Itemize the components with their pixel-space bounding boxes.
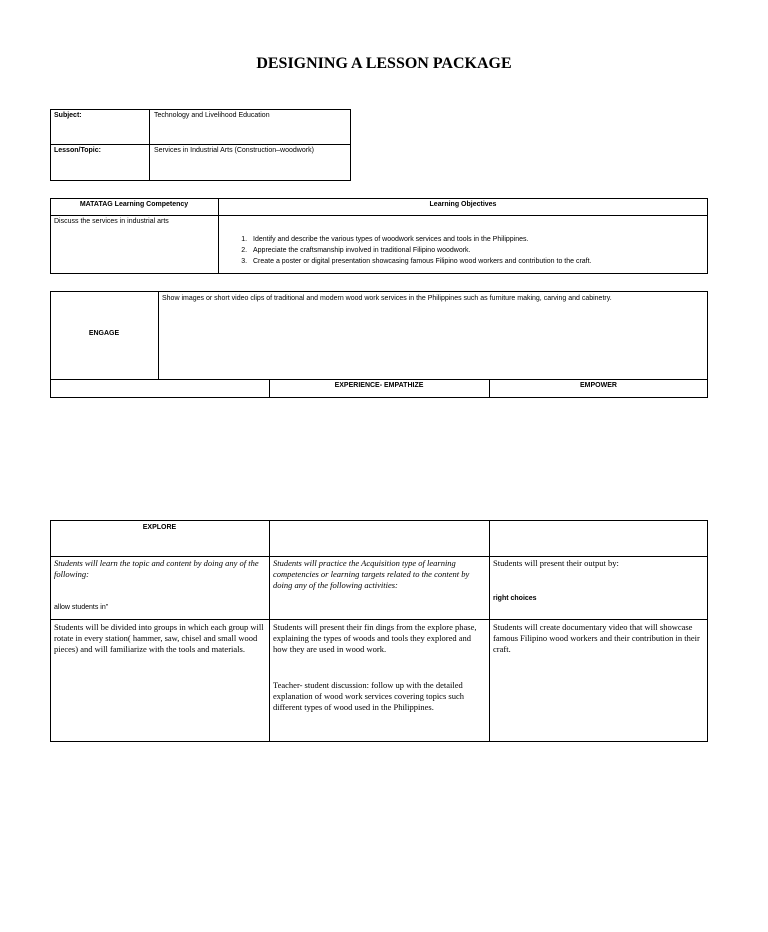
engage-text: Show images or short video clips of traditional and modern wood work services in the Philippines such as furniture making, carving and cabinetry. (162, 295, 612, 302)
table-divider (50, 379, 708, 380)
explore-col2-body-2: Teacher- student discussion: follow up with the detailed explanation of wood work services covering topics such different types of wood used in the Philippines. (273, 680, 464, 712)
engage-label: ENGAGE (88, 330, 120, 337)
explore-col3-body: Students will create documentary video that will showcase famous Filipino wood workers and their contribution in their craft. (493, 622, 700, 654)
explore-col1-note: allow students in” (54, 604, 109, 611)
explore-col1-body: Students will be divided into groups in which each group will rotate in every station( hammer, saw, chisel and small wood pieces) and will familiarize with the tools and materials. (54, 622, 264, 654)
table-divider (489, 520, 490, 742)
empower-header: EMPOWER (580, 382, 617, 389)
experience-empathize-header: EXPERIENCE- EMPATHIZE (334, 382, 424, 389)
table-divider (50, 215, 708, 216)
objectives-list (235, 234, 714, 267)
explore-header: EXPLORE (142, 524, 177, 531)
objectives-header: Learning Objectives (429, 201, 497, 208)
table-divider (50, 556, 708, 557)
table-divider (218, 198, 219, 274)
lesson-value: Services in Industrial Arts (Construction–woodwork) (154, 147, 314, 154)
table-divider (149, 109, 150, 181)
lesson-label: Lesson/Topic: (54, 147, 101, 154)
objective-item: 2. Appreciate the craftsmanship involved in traditional Filipino woodwork. (249, 245, 714, 256)
explore-col2-intro: Students will practice the Acquisition type of learning competencies or learning targets related to the content by doing any of the following activities: (273, 558, 470, 590)
explore-col3-intro: Students will present their output by: (493, 558, 619, 568)
competency-header: MATATAG Learning Competency (79, 201, 189, 208)
objective-item: 3. Create a poster or digital presentation showcasing famous Filipino wood workers and contribution to the craft. (249, 256, 714, 267)
objective-item: 1. Identify and describe the various types of woodwork services and tools in the Philippines. (249, 234, 714, 245)
subject-label: Subject: (54, 112, 82, 119)
table-divider (50, 619, 708, 620)
subject-value: Technology and Livelihood Education (154, 112, 270, 119)
page-title: DESIGNING A LESSON PACKAGE (256, 55, 512, 72)
table-divider (158, 291, 159, 379)
explore-col2-body-1: Students will present their fin dings from the explore phase, explaining the types of woods and tools they explored and how they are used in wood work. (273, 622, 477, 654)
explore-col1-intro: Students will learn the topic and content by doing any of the following: (54, 558, 259, 579)
competency-text: Discuss the services in industrial arts (54, 218, 169, 225)
explore-col3-note: right choices (493, 595, 537, 602)
table-divider (269, 520, 270, 742)
table-divider (50, 144, 351, 145)
